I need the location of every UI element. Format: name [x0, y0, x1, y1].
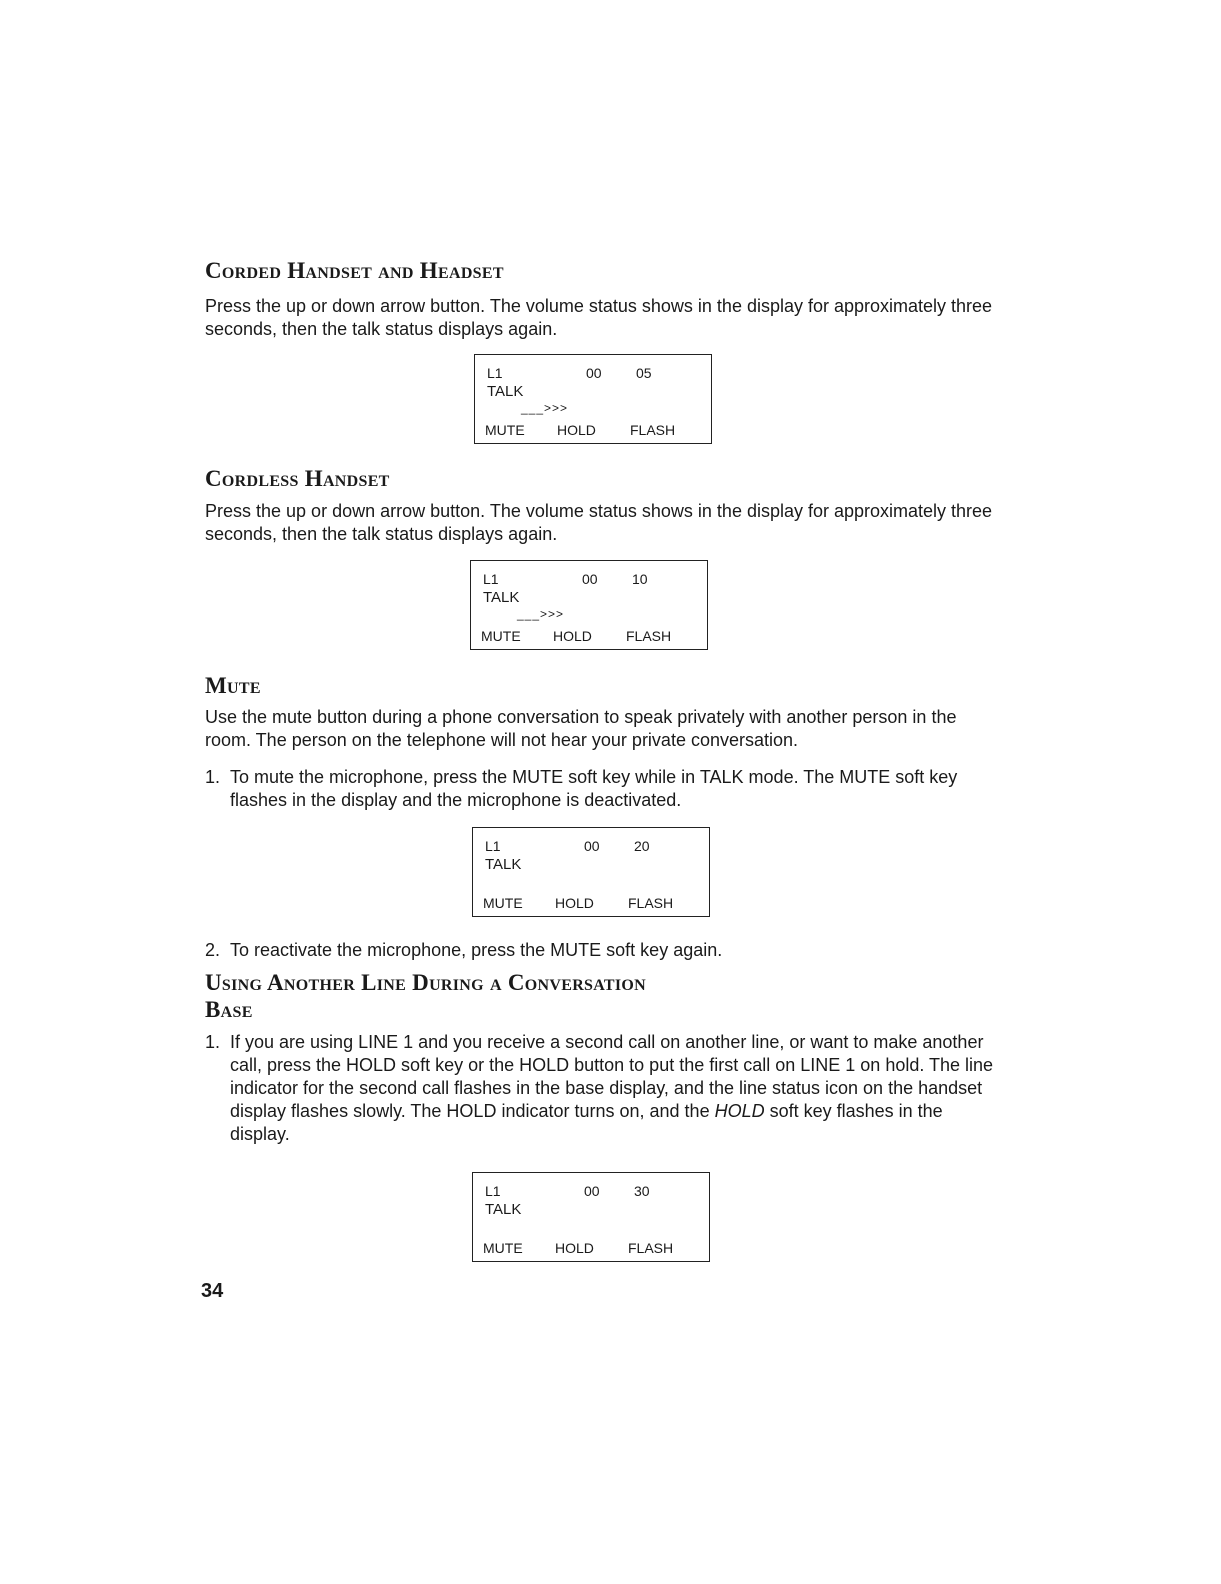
display-line: L1 [483, 571, 499, 587]
display-mode: TALK [487, 383, 524, 400]
softkey-mute: MUTE [481, 628, 521, 644]
display-another-line [472, 1172, 710, 1262]
step-text-hold-emphasis: HOLD [714, 1101, 765, 1121]
display-mode: TALK [483, 589, 520, 606]
softkey-mute: MUTE [483, 1240, 523, 1256]
display-volume: ___>>> [521, 401, 569, 415]
corded-body-text: Press the up or down arrow button. The volume status shows in the display for approximately three seconds, then the talk status displays again. [205, 296, 993, 339]
mute-body-text: Use the mute button during a phone conversation to speak privately with another person in the room. The person on the telephone will not hear your private conversation. [205, 707, 957, 750]
display-timer-min: 00 [586, 365, 602, 381]
another-line-step-1 [205, 1031, 995, 1146]
display-timer-sec: 20 [634, 838, 650, 854]
softkey-mute: MUTE [483, 895, 523, 911]
softkey-flash: FLASH [626, 628, 672, 644]
subheading-base: Base [205, 997, 253, 1022]
step-text-part-b: soft key flashes in the display. [230, 1101, 943, 1144]
mute-step-1 [205, 766, 995, 812]
step-number: 1. [205, 1032, 221, 1052]
display-timer-sec: 10 [632, 571, 648, 587]
heading-corded-handset: Corded Handset and Headset [205, 258, 504, 283]
mute-step-2 [205, 939, 995, 962]
softkey-hold: HOLD [557, 422, 596, 438]
step-text: To reactivate the microphone, press the MUTE soft key again. [230, 940, 723, 960]
heading-another-line: Using Another Line During a Conversation [205, 970, 647, 995]
step-text [205, 1031, 995, 1146]
softkey-hold: HOLD [555, 895, 594, 911]
softkey-flash: FLASH [630, 422, 676, 438]
step-text-part-a: If you are using LINE 1 and you receive a second call on another line, or want to make another call, press the HOLD soft key or the HOLD button to put the first call on LINE 1 on hold. The line indicator for the second call flashes in the base display, and the line status icon on the handset display flashes slowly. The HOLD indicator turns on, and the [230, 1032, 994, 1121]
display-timer-min: 00 [582, 571, 598, 587]
softkey-flash: FLASH [628, 1240, 674, 1256]
display-volume: ___>>> [517, 607, 565, 621]
cordless-body-text: Press the up or down arrow button. The volume status shows in the display for approximately three seconds, then the talk status displays again. [205, 501, 993, 544]
display-mode: TALK [485, 1201, 522, 1218]
page-number: 34 [201, 1280, 224, 1302]
display-cordless [470, 560, 708, 650]
display-mode: TALK [485, 856, 522, 873]
display-line: L1 [485, 838, 501, 854]
display-mute [472, 827, 710, 917]
step-number: 1. [205, 767, 221, 787]
display-corded [474, 354, 712, 444]
softkey-flash: FLASH [628, 895, 674, 911]
display-line: L1 [485, 1183, 501, 1199]
display-timer-min: 00 [584, 838, 600, 854]
heading-mute: Mute [205, 673, 261, 698]
softkey-hold: HOLD [555, 1240, 594, 1256]
display-timer-sec: 30 [634, 1183, 650, 1199]
heading-cordless-handset: Cordless Handset [205, 466, 390, 491]
step-number: 2. [205, 940, 221, 960]
display-timer-sec: 05 [636, 365, 652, 381]
display-line: L1 [487, 365, 503, 381]
display-timer-min: 00 [584, 1183, 600, 1199]
step-text: To mute the microphone, press the MUTE soft key while in TALK mode. The MUTE soft key flashes in the display and the microphone is deactivated. [230, 767, 958, 810]
softkey-hold: HOLD [553, 628, 592, 644]
softkey-mute: MUTE [485, 422, 525, 438]
